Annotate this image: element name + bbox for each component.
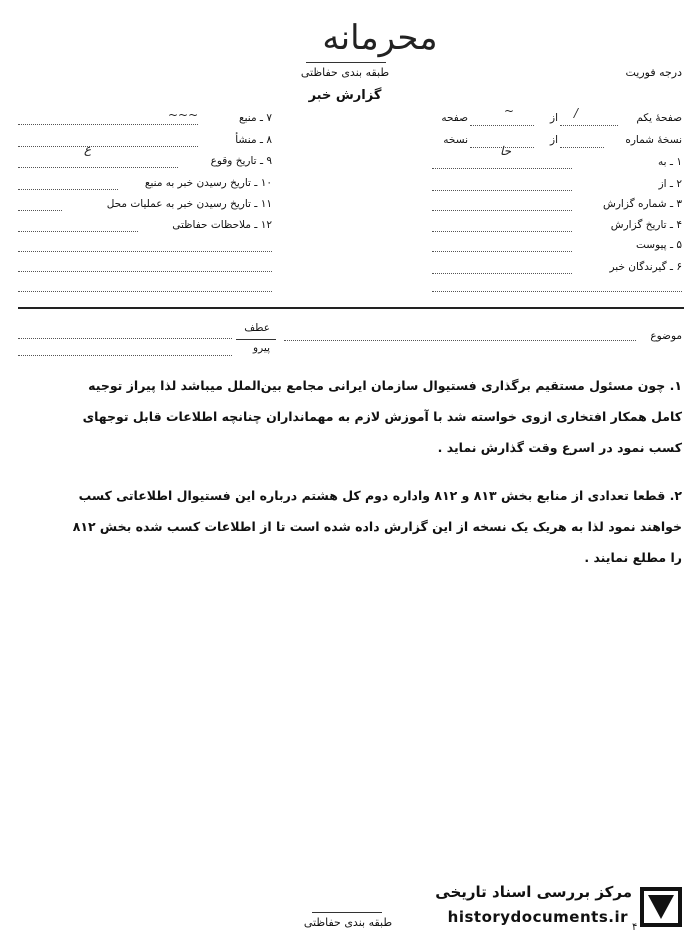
archive-logo-icon [636, 885, 686, 929]
stamp-underline [306, 62, 386, 63]
reference-label: عطف [244, 322, 270, 334]
footer-caption-line [312, 912, 382, 913]
archive-url: historydocuments.ir [447, 908, 628, 926]
priority-label: درجه فوریت [625, 66, 682, 79]
field-recipients-label: ۶ ـ گیرندگان خبر [609, 261, 682, 273]
field-source-handwritten: ~~~ [168, 108, 199, 122]
field-report-number-label: ۳ ـ شماره گزارش [603, 198, 682, 210]
subject-line [284, 340, 636, 341]
page-of-label: از [550, 112, 558, 124]
field-security-notes-line-3 [18, 271, 272, 272]
page-total-line [470, 125, 534, 126]
page-suffix: صفحه [441, 112, 468, 124]
field-extra-line [432, 291, 682, 292]
field-attachment-line [432, 251, 572, 252]
field-origin-label: ۸ ـ منشأ [235, 134, 272, 146]
classification-caption: طبقه بندی حفاظتی [300, 66, 390, 79]
reference-line [18, 338, 232, 339]
followup-label: پیرو [253, 342, 270, 354]
field-source-line [18, 124, 198, 125]
page-number-handwritten: / [574, 106, 579, 120]
field-security-notes-line-1 [18, 231, 138, 232]
field-report-date-label: ۴ ـ تاریخ گزارش [610, 219, 682, 231]
copy-suffix: نسخه [443, 134, 468, 146]
field-from-line [432, 190, 572, 191]
field-source-received-line [18, 189, 118, 190]
classification-stamp: محرمانه [322, 18, 438, 58]
copy-label: نسخهٔ شماره [625, 134, 682, 146]
copy-number-line [560, 147, 604, 148]
body-paragraph-2: ۲. قطعا تعدادی از منابع بخش ۸۱۳ و ۸۱۲ واداره دوم کل هشتم درباره این فستیوال اطلاعاتی کسب خواهند نمود لذا به هریک یک نسخه از این گزارش داده شده است تا از اطلاعات کسب شده بخش ۸۱۲ را مطلع نمایند . [72, 488, 682, 565]
field-security-notes-line-4 [18, 291, 272, 292]
field-report-date-line [432, 231, 572, 232]
page-total-handwritten: ~ [504, 104, 515, 118]
field-source-received-label: ۱۰ ـ تاریخ رسیدن خبر به منبع [144, 177, 272, 189]
copy-of-label: از [550, 134, 558, 146]
archive-name: مرکز بررسی اسناد تاریخی [435, 883, 632, 901]
field-security-notes-label: ۱۲ ـ ملاحظات حفاظتی [172, 219, 272, 231]
field-security-notes-line-2 [18, 251, 272, 252]
field-source-label: ۷ ـ منبع [239, 112, 272, 124]
header-divider [18, 307, 684, 309]
field-attachment-label: ۵ ـ پیوست [635, 239, 682, 251]
footer-classification-caption: طبقه بندی حفاظتی [303, 916, 393, 929]
page-number: ۴ [632, 922, 638, 933]
body-paragraph-1: ۱. چون مسئول مستقیم برگذاری فستیوال سازمان ایرانی مجامع بین‌الملل میباشد لذا پیراز توجیه کامل همکار افتخاری ازوی خواسته شد با آموزش لازم به مهمانداران چنانچه اطلاعات قابل توجهای کسب نمود در اسرع وقت گذارش نماید . [82, 378, 682, 455]
subject-label: موضوع [650, 330, 682, 342]
field-occurrence-date-handwritten: ع [84, 142, 92, 156]
field-occurrence-date-line [18, 167, 178, 168]
form-title: گزارش خبر [308, 88, 382, 103]
field-origin-line [18, 146, 198, 147]
copy-value-handwritten: حا [500, 144, 512, 158]
field-from-label: ۲ ـ از [658, 178, 682, 190]
field-to-label: ۱ ـ به [658, 156, 682, 168]
followup-line [18, 355, 232, 356]
field-report-number-line [432, 210, 572, 211]
field-local-ops-label: ۱۱ ـ تاریخ رسیدن خبر به عملیات محل [106, 198, 272, 210]
page-label: صفحهٔ یکم [636, 112, 682, 124]
field-occurrence-date-label: ۹ ـ تاریخ وقوع [210, 155, 272, 167]
field-recipients-line [432, 273, 572, 274]
page-number-line [560, 125, 618, 126]
field-local-ops-line [18, 210, 62, 211]
reference-divider [236, 339, 276, 340]
field-to-line [432, 168, 572, 169]
